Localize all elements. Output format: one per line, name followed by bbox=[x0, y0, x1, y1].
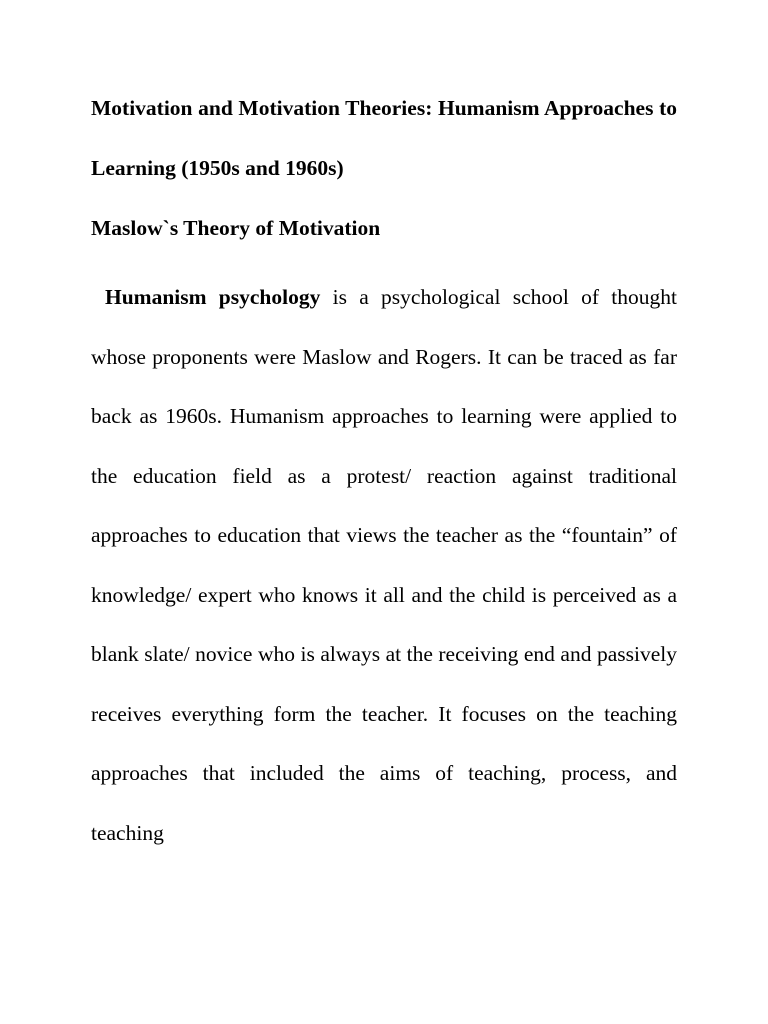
body-paragraph bbox=[91, 268, 677, 863]
section-heading: Maslow`s Theory of Motivation bbox=[91, 216, 381, 240]
document-title: Motivation and Motivation Theories: Humanism Approaches to Learning (1950s and 1960s) bbox=[91, 96, 677, 180]
document-content bbox=[91, 78, 677, 863]
paragraph-text: is a psychological school of thought whose proponents were Maslow and Rogers. It can be traced as far back as 1960s. Humanism approaches to learning were applied to the education field as a protest/ reaction against traditional approaches to education that views the teacher as the “fountain” of knowledge/ expert who knows it all and the child is perceived as a blank slate/ novice who is always at the receiving end and passively receives everything form the teacher. It focuses on the teaching approaches that included the aims of teaching, process, and teaching bbox=[91, 285, 677, 845]
key-term: Humanism psychology bbox=[105, 285, 321, 309]
